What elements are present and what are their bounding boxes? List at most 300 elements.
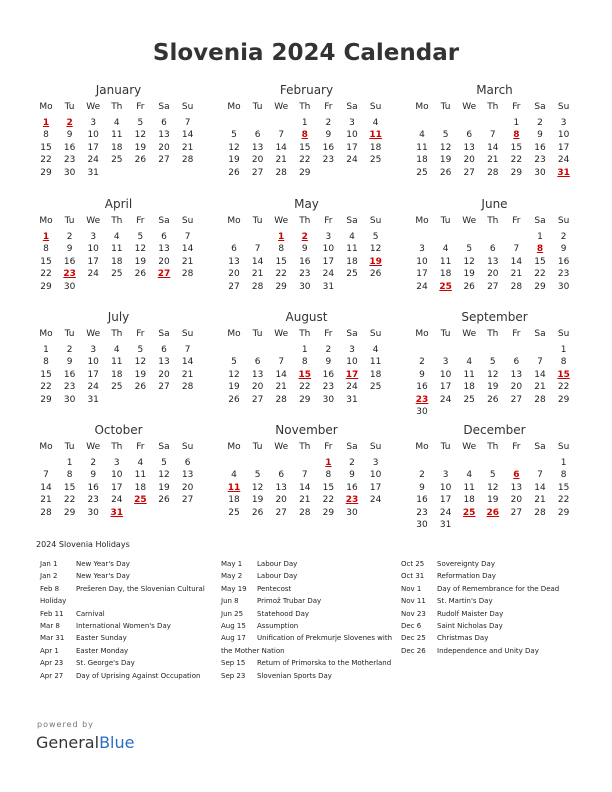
weekday-label: Fr	[324, 102, 333, 112]
month-name: May	[294, 197, 319, 211]
day-cell: 25	[369, 155, 382, 166]
day-cell: 24	[557, 155, 570, 166]
holiday-name: Labour Day	[257, 560, 298, 568]
weekday-label: Su	[181, 216, 194, 226]
day-cell: 26	[134, 382, 147, 393]
holiday-date: Apr 23	[40, 659, 64, 668]
weekday-label: Mo	[415, 102, 429, 112]
day-cell: 27	[251, 394, 264, 405]
day-cell: 12	[134, 130, 147, 141]
day-cell: 25	[369, 382, 382, 393]
day-cell: 28	[487, 167, 499, 178]
day-cell: 13	[228, 256, 240, 267]
weekday-label: Fr	[136, 442, 145, 452]
day-cell: 10	[346, 130, 358, 141]
weekday-label: Su	[557, 329, 570, 339]
day-cell: 15	[63, 482, 76, 493]
day-cell: 15	[275, 256, 287, 267]
day-cell: 11	[111, 130, 123, 141]
holiday-date: Oct 31	[401, 572, 425, 581]
day-cell: 8	[43, 244, 49, 255]
day-cell: 22	[40, 269, 52, 280]
day-cell: 7	[254, 244, 261, 255]
holiday-column	[221, 558, 411, 682]
weekday-label: Su	[369, 442, 382, 452]
day-cell: 11	[463, 369, 475, 380]
day-cell: 12	[439, 142, 452, 153]
holiday-name: Reformation Day	[437, 572, 496, 581]
day-cell: 22	[557, 495, 570, 506]
month-name: November	[275, 423, 338, 437]
day-cell: 28	[251, 281, 264, 292]
day-cell: 3	[90, 232, 97, 242]
day-cell: 16	[557, 256, 570, 267]
day-cell: 14	[510, 256, 523, 267]
holiday-row	[40, 583, 230, 595]
day-cell: 10	[87, 130, 99, 141]
holiday-day-cell: 1	[42, 118, 50, 128]
holiday-date: Dec 6	[401, 621, 422, 630]
day-cell: 9	[66, 244, 73, 255]
holiday-row	[221, 657, 411, 669]
day-cell: 22	[40, 382, 52, 393]
day-cell: 24	[87, 155, 99, 166]
day-cell: 19	[251, 495, 264, 506]
day-cell: 30	[299, 281, 311, 292]
holiday-row	[40, 645, 230, 657]
holiday-date: Feb 8	[40, 584, 60, 593]
month-may	[224, 197, 399, 307]
day-cell: 23	[416, 507, 428, 518]
day-cell: 17	[87, 369, 99, 380]
weekday-label: We	[462, 329, 477, 339]
day-cell: 14	[275, 142, 287, 153]
holiday-column	[401, 558, 591, 657]
day-cell: 12	[228, 369, 240, 380]
day-cell: 12	[134, 244, 147, 255]
holiday-day-cell: 25	[439, 281, 452, 292]
holiday-row	[40, 620, 230, 632]
day-cell: 4	[419, 130, 425, 141]
month-february	[224, 83, 399, 193]
holiday-date: Mar 8	[40, 621, 60, 630]
holiday-name: International Women's Day	[76, 621, 171, 630]
day-cell: 5	[254, 470, 261, 481]
holiday-day-cell: 1	[325, 458, 332, 468]
day-cell: 20	[463, 155, 475, 166]
day-cell: 7	[278, 130, 285, 141]
holiday-name: Statehood Day	[257, 609, 310, 618]
day-cell: 30	[534, 167, 546, 178]
day-cell: 9	[560, 244, 567, 255]
day-cell: 1	[513, 118, 520, 128]
month-january	[36, 83, 211, 193]
day-cell: 13	[158, 244, 170, 255]
day-cell: 22	[275, 269, 287, 280]
day-cell: 8	[278, 244, 285, 255]
day-cell: 7	[184, 345, 191, 355]
day-cell: 5	[372, 232, 379, 242]
day-cell: 19	[487, 382, 499, 393]
day-cell: 15	[510, 142, 523, 153]
holiday-name: Easter Sunday	[76, 634, 127, 643]
day-cell: 12	[487, 482, 499, 493]
month-name: July	[107, 310, 130, 324]
day-cell: 15	[299, 142, 311, 153]
day-cell: 28	[40, 507, 52, 518]
day-cell: 23	[63, 382, 76, 393]
day-cell: 6	[466, 130, 473, 141]
holiday-date: Apr 27	[40, 671, 64, 680]
day-cell: 30	[416, 520, 428, 530]
holiday-row	[221, 608, 411, 620]
holiday-date: Sep 15	[221, 659, 246, 668]
day-cell: 24	[439, 394, 452, 405]
day-cell: 5	[489, 357, 496, 368]
day-cell: 23	[534, 155, 546, 166]
holiday-date: Apr 1	[40, 646, 59, 655]
day-cell: 2	[325, 118, 332, 128]
day-cell: 9	[66, 130, 73, 141]
holiday-row	[221, 645, 411, 657]
weekday-label: Fr	[136, 216, 145, 226]
day-cell: 23	[299, 269, 311, 280]
holiday-name: Unification of Prekmurje Slovenes with	[257, 634, 393, 643]
day-cell: 19	[228, 155, 240, 166]
day-cell: 11	[416, 142, 428, 153]
holiday-name: Prešeren Day, the Slovenian Cultural	[76, 584, 205, 593]
powered-by-text: powered by	[37, 720, 94, 729]
holiday-date: Sep 23	[221, 671, 246, 680]
day-cell: 3	[349, 345, 355, 355]
day-cell: 9	[301, 244, 308, 255]
logo-blue-text: Blue	[99, 733, 135, 752]
day-cell: 8	[43, 357, 49, 368]
weekday-label: We	[462, 442, 477, 452]
day-cell: 5	[489, 470, 496, 481]
day-cell: 9	[419, 482, 425, 493]
weekday-label: Th	[111, 442, 123, 452]
day-cell: 19	[487, 495, 499, 506]
day-cell: 11	[369, 357, 382, 368]
day-cell: 10	[111, 470, 123, 481]
weekday-label: Mo	[39, 442, 53, 452]
day-cell: 19	[134, 142, 147, 153]
month-name: January	[95, 83, 142, 97]
day-cell: 9	[349, 470, 355, 481]
day-cell: 5	[137, 118, 144, 128]
weekday-label: Fr	[512, 216, 521, 226]
day-cell: 19	[134, 256, 147, 267]
day-cell: 12	[158, 470, 170, 481]
day-cell: 10	[369, 470, 382, 481]
day-cell: 27	[487, 281, 499, 292]
day-cell: 26	[487, 394, 499, 405]
day-cell: 30	[346, 507, 358, 518]
month-name: February	[279, 83, 334, 97]
day-cell: 21	[275, 155, 287, 166]
day-cell: 13	[463, 142, 475, 153]
day-cell: 12	[369, 244, 382, 255]
month-march	[412, 83, 587, 193]
weekday-label: Mo	[39, 329, 53, 339]
day-cell: 13	[251, 142, 264, 153]
day-cell: 15	[534, 256, 546, 267]
day-cell: 24	[416, 281, 428, 292]
day-cell: 24	[111, 495, 123, 506]
day-cell: 21	[40, 495, 52, 506]
weekday-label: Mo	[227, 102, 241, 112]
day-cell: 26	[134, 155, 147, 166]
holiday-name: Day of Remembrance for the Dead	[437, 584, 560, 593]
holiday-day-cell: 25	[134, 495, 147, 506]
weekday-label: Th	[299, 216, 311, 226]
day-cell: 20	[181, 482, 194, 493]
day-cell: 6	[161, 345, 167, 355]
day-cell: 5	[231, 130, 237, 141]
day-cell: 17	[87, 142, 99, 153]
weekday-label: Sa	[346, 102, 358, 112]
weekday-label: Tu	[252, 329, 263, 339]
day-cell: 15	[40, 369, 52, 380]
month-name: March	[476, 83, 513, 97]
day-cell: 20	[251, 155, 264, 166]
weekday-label: Th	[299, 102, 311, 112]
holiday-date: Aug 17	[221, 634, 246, 643]
holiday-date: May 19	[221, 584, 247, 593]
day-cell: 18	[228, 495, 240, 506]
day-cell: 3	[419, 244, 425, 255]
holiday-name: Sovereignty Day	[437, 560, 495, 568]
weekday-label: Su	[369, 216, 382, 226]
day-cell: 6	[489, 244, 496, 255]
day-cell: 13	[510, 369, 523, 380]
day-cell: 7	[513, 244, 520, 255]
day-cell: 14	[40, 482, 52, 493]
month-name: August	[285, 310, 328, 324]
day-cell: 27	[275, 507, 287, 518]
weekday-label: Th	[111, 102, 123, 112]
day-cell: 1	[66, 458, 73, 468]
weekday-label: Th	[487, 102, 499, 112]
day-cell: 26	[228, 167, 240, 178]
day-cell: 29	[510, 167, 523, 178]
holiday-name: Primož Trubar Day	[257, 597, 322, 606]
holiday-row	[401, 595, 591, 607]
day-cell: 6	[161, 118, 167, 128]
day-cell: 14	[251, 256, 264, 267]
holiday-day-cell: 1	[278, 232, 285, 242]
month-name: April	[104, 197, 133, 211]
day-cell: 25	[111, 155, 123, 166]
day-cell: 13	[158, 130, 170, 141]
day-cell: 29	[557, 507, 570, 518]
holiday-name: Pentecost	[257, 584, 292, 593]
day-cell: 16	[534, 142, 546, 153]
generalblue-logo[interactable]	[36, 733, 134, 752]
weekday-label: Tu	[440, 329, 451, 339]
day-cell: 19	[463, 269, 475, 280]
weekday-label: Th	[111, 329, 123, 339]
holiday-name: Slovenian Sports Day	[257, 671, 332, 680]
holiday-date: May 2	[221, 572, 243, 581]
weekday-label: Sa	[534, 329, 546, 339]
day-cell: 6	[161, 232, 167, 242]
weekday-label: Fr	[512, 102, 521, 112]
day-cell: 16	[416, 495, 428, 506]
holiday-date: Oct 25	[401, 560, 425, 568]
weekday-label: We	[86, 216, 101, 226]
day-cell: 27	[158, 155, 170, 166]
day-cell: 6	[278, 470, 285, 481]
weekday-label: Tu	[440, 102, 451, 112]
weekday-label: Su	[369, 329, 382, 339]
day-cell: 18	[111, 369, 123, 380]
page-title: Slovenia 2024 Calendar	[152, 40, 460, 66]
day-cell: 28	[299, 507, 311, 518]
day-cell: 13	[275, 482, 287, 493]
weekday-label: Sa	[346, 329, 358, 339]
weekday-label: Th	[299, 442, 311, 452]
day-cell: 30	[63, 281, 76, 292]
holiday-row	[221, 583, 411, 595]
day-cell: 19	[439, 155, 452, 166]
day-cell: 18	[111, 142, 123, 153]
day-cell: 1	[537, 232, 543, 242]
weekday-label: We	[274, 442, 289, 452]
day-cell: 10	[439, 482, 452, 493]
month-july	[36, 310, 211, 420]
day-cell: 3	[560, 118, 567, 128]
holiday-day-cell: 17	[345, 369, 359, 380]
day-cell: 21	[251, 269, 264, 280]
day-cell: 26	[369, 269, 382, 280]
day-cell: 16	[416, 382, 428, 393]
day-cell: 15	[322, 482, 335, 493]
day-cell: 21	[299, 495, 311, 506]
holiday-day-cell: 23	[63, 269, 76, 280]
weekday-label: Fr	[136, 329, 145, 339]
holiday-name: Saint Nicholas Day	[437, 621, 503, 630]
day-cell: 6	[513, 357, 520, 368]
holiday-row	[401, 570, 591, 582]
day-cell: 21	[181, 369, 194, 380]
day-cell: 25	[463, 394, 475, 405]
holiday-row	[40, 657, 230, 669]
weekday-label: Su	[181, 329, 194, 339]
holiday-name: Rudolf Maister Day	[437, 609, 504, 618]
day-cell: 26	[134, 269, 147, 280]
day-cell: 26	[439, 167, 452, 178]
month-november	[224, 423, 399, 533]
day-cell: 21	[181, 142, 194, 153]
month-august	[224, 310, 399, 420]
weekday-label: Tu	[252, 216, 263, 226]
holiday-day-cell: 6	[513, 470, 520, 481]
day-cell: 1	[560, 345, 567, 355]
day-cell: 29	[557, 394, 570, 405]
day-cell: 28	[275, 167, 287, 178]
day-cell: 18	[369, 142, 382, 153]
day-cell: 22	[557, 382, 570, 393]
day-cell: 6	[184, 458, 191, 468]
weekday-label: Tu	[440, 216, 451, 226]
day-cell: 1	[301, 118, 308, 128]
day-cell: 2	[419, 357, 425, 368]
holiday-date: Nov 1	[401, 584, 422, 593]
day-cell: 19	[158, 482, 170, 493]
day-cell: 31	[322, 281, 335, 292]
weekday-label: Sa	[346, 216, 358, 226]
holiday-row	[401, 583, 591, 595]
holiday-name: Assumption	[257, 621, 299, 630]
day-cell: 2	[419, 470, 425, 481]
day-cell: 5	[442, 130, 449, 141]
day-cell: 29	[40, 167, 52, 178]
day-cell: 21	[275, 382, 287, 393]
day-cell: 7	[278, 357, 285, 368]
day-cell: 15	[557, 482, 570, 493]
holiday-row	[221, 632, 411, 644]
day-cell: 7	[537, 357, 543, 368]
holiday-day-cell: 31	[557, 167, 570, 178]
day-cell: 9	[90, 470, 97, 481]
day-cell: 14	[534, 369, 546, 380]
weekday-label: We	[86, 329, 101, 339]
holiday-row	[40, 608, 230, 620]
weekday-label: Tu	[64, 216, 75, 226]
weekday-label: Mo	[415, 329, 429, 339]
month-name: October	[94, 423, 143, 437]
holiday-row	[221, 570, 411, 582]
holiday-row	[401, 620, 591, 632]
weekday-label: Su	[557, 442, 570, 452]
day-cell: 14	[275, 369, 287, 380]
holiday-row	[401, 558, 591, 570]
holiday-row	[221, 670, 411, 682]
day-cell: 27	[510, 507, 523, 518]
day-cell: 6	[254, 357, 261, 368]
day-cell: 4	[372, 345, 379, 355]
day-cell: 4	[372, 118, 379, 128]
holiday-day-cell: 19	[369, 256, 382, 267]
holiday-row	[221, 620, 411, 632]
day-cell: 5	[137, 345, 144, 355]
day-cell: 31	[87, 394, 99, 405]
weekday-label: Mo	[39, 102, 53, 112]
holiday-name: New Year's Day	[76, 572, 130, 581]
holiday-day-cell: 11	[227, 482, 241, 493]
day-cell: 9	[66, 357, 73, 368]
weekday-label: We	[462, 216, 477, 226]
day-cell: 3	[442, 470, 449, 481]
month-june	[412, 197, 587, 307]
day-cell: 10	[557, 130, 570, 141]
holiday-name: Easter Monday	[76, 646, 129, 655]
day-cell: 8	[325, 470, 332, 481]
day-cell: 29	[40, 394, 52, 405]
day-cell: 12	[228, 142, 240, 153]
weekday-label: We	[86, 102, 101, 112]
holiday-name: Carnival	[76, 609, 105, 618]
day-cell: 2	[560, 232, 567, 242]
weekday-label: Tu	[64, 442, 75, 452]
day-cell: 15	[40, 142, 52, 153]
weekday-label: Tu	[252, 442, 263, 452]
day-cell: 2	[66, 232, 73, 242]
day-cell: 15	[40, 256, 52, 267]
day-cell: 28	[510, 281, 523, 292]
